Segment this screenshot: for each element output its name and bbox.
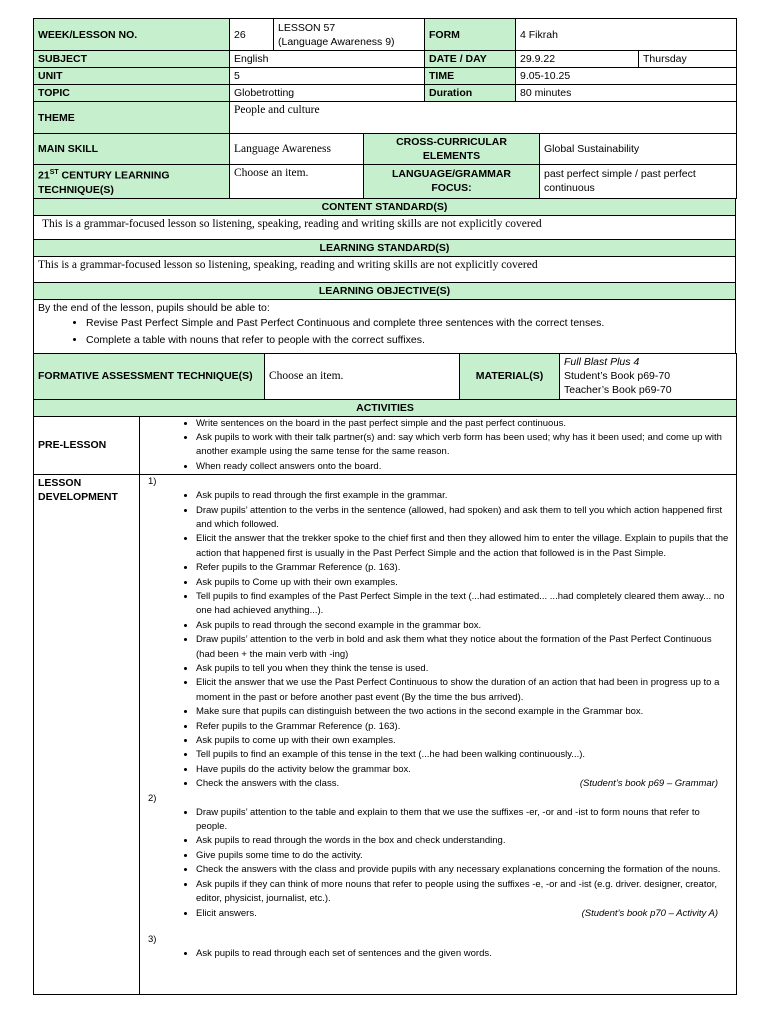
list-item: • Elicit answers. bbox=[196, 907, 732, 921]
list-item: • Draw pupils’ attention to the table and explain to them that we use the suffixes -er, -or and -ist to form nouns that refer to people. bbox=[196, 806, 732, 835]
learning-standard-heading: LEARNING STANDARD(S) bbox=[34, 239, 736, 256]
duration-label: Duration bbox=[425, 85, 516, 102]
learning-standard-text: This is a grammar-focused lesson so listening, speaking, reading and writing skills are not explicitly covered bbox=[34, 256, 736, 282]
objective-intro: By the end of the lesson, pupils should be able to: bbox=[38, 301, 270, 314]
list-item: • Refer pupils to the Grammar Reference (p. 163). bbox=[196, 720, 732, 734]
form-label: FORM bbox=[425, 19, 516, 51]
list-item: • Tell pupils to find examples of the Past Perfect Simple in the text (...had estimated... ...had completely cleared them away... no one had achieved anything...). bbox=[196, 590, 732, 619]
main-skill-value: Language Awareness bbox=[230, 134, 364, 165]
list-item: • Elicit the answer that we use the Past Perfect Continuous to show the duration of an action that had been in progress up to a moment in the past or before another past event (By the time the bus arrived). bbox=[196, 676, 732, 705]
pre-lesson-list bbox=[144, 417, 732, 475]
objective-list bbox=[38, 315, 731, 349]
learning-objective-body bbox=[34, 299, 736, 353]
unit-value: 5 bbox=[230, 68, 425, 85]
section-3-list bbox=[144, 947, 732, 961]
day-value: Thursday bbox=[639, 51, 737, 68]
topic-label: TOPIC bbox=[34, 85, 230, 102]
date-label: DATE / DAY bbox=[425, 51, 516, 68]
list-item: • Complete a table with nouns that refer to people with the correct suffixes. bbox=[86, 332, 731, 349]
theme-value: People and culture bbox=[230, 102, 737, 134]
lesson-title: LESSON 57 (Language Awareness 9) bbox=[274, 19, 425, 51]
subject-value: English bbox=[230, 51, 425, 68]
unit-label: UNIT bbox=[34, 68, 230, 85]
activities-table bbox=[33, 399, 737, 996]
list-item: • Ask pupils to tell you when they think the tense is used. bbox=[196, 662, 732, 676]
skills-table bbox=[33, 133, 737, 199]
list-item: • Check the answers with the class. bbox=[196, 777, 732, 791]
assessment-table bbox=[33, 353, 737, 400]
list-item: • Give pupils some time to do the activity. bbox=[196, 849, 732, 863]
lesson-plan bbox=[33, 18, 736, 995]
development-label: LESSON DEVELOPMENT bbox=[34, 475, 140, 995]
assessment-select[interactable]: Choose an item. bbox=[265, 353, 460, 399]
list-item: • When ready collect answers onto the board. bbox=[196, 460, 732, 474]
section-number: 1) bbox=[148, 476, 157, 488]
list-item: • Refer pupils to the Grammar Reference (p. 163). bbox=[196, 561, 732, 575]
list-item: • Check the answers with the class and provide pupils with any necessary explanations concerning the formation of the nouns. bbox=[196, 863, 732, 877]
section-number: 2) bbox=[148, 792, 157, 804]
date-value: 29.9.22 bbox=[516, 51, 639, 68]
list-item: • Write sentences on the board in the past perfect simple and the past perfect continuous. bbox=[196, 417, 732, 431]
lesson-header-table bbox=[33, 18, 737, 134]
section-2-list bbox=[144, 806, 732, 921]
topic-value: Globetrotting bbox=[230, 85, 425, 102]
time-value: 9.05-10.25 bbox=[516, 68, 737, 85]
list-item: • Ask pupils if they can think of more nouns that refer to people using the suffixes -e, -or and -ist (e.g. driver. designer, creator, editor, physicist, journalist, etc.). bbox=[196, 878, 732, 907]
list-item: • Tell pupils to find an example of this tense in the text (...he had been walking continuously...). bbox=[196, 748, 732, 762]
section-number: 3) bbox=[148, 933, 157, 945]
pre-lesson-body bbox=[140, 416, 737, 475]
list-item: • Make sure that pupils can distinguish between the two actions in the second example in the Grammar box. bbox=[196, 705, 732, 719]
subject-label: SUBJECT bbox=[34, 51, 230, 68]
list-item: • Have pupils do the activity below the grammar box. bbox=[196, 763, 732, 777]
century-technique-label: 21ST CENTURY LEARNING TECHNIQUE(S) bbox=[34, 165, 230, 199]
material-value: Full Blast Plus 4 Student’s Book p69-70 Teacher’s Book p69-70 bbox=[560, 353, 737, 399]
section-1-list bbox=[144, 489, 732, 792]
list-item: • Ask pupils to Come up with their own examples. bbox=[196, 576, 732, 590]
list-item: • Draw pupils’ attention to the verb in bold and ask them what they notice about the formation of the Past Perfect Continuous (had been + the main verb with -ing) bbox=[196, 633, 732, 662]
list-item: • Ask pupils to read through the words in the box and check understanding. bbox=[196, 834, 732, 848]
main-skill-label: MAIN SKILL bbox=[34, 134, 230, 165]
content-standard-heading: CONTENT STANDARD(S) bbox=[34, 198, 736, 215]
content-standard-text: This is a grammar-focused lesson so listening, speaking, reading and writing skills are not explicitly covered bbox=[34, 215, 736, 239]
century-technique-select[interactable]: Choose an item. bbox=[230, 165, 364, 199]
duration-value: 80 minutes bbox=[516, 85, 737, 102]
pre-lesson-label: PRE-LESSON bbox=[34, 416, 140, 475]
development-body bbox=[140, 475, 737, 995]
cross-curricular-label: CROSS-CURRICULAR ELEMENTS bbox=[364, 134, 540, 165]
list-item: • Ask pupils to read through the first example in the grammar. bbox=[196, 489, 732, 503]
section-1-reference: (Student’s book p69 – Grammar) bbox=[579, 778, 719, 790]
list-item: • Ask pupils to read through the second example in the grammar box. bbox=[196, 619, 732, 633]
cross-curricular-value: Global Sustainability bbox=[540, 134, 737, 165]
list-item: • Draw pupils’ attention to the verbs in the sentence (allowed, had spoken) and ask them to tell you which action happened first and which followed. bbox=[196, 504, 732, 533]
assessment-label: FORMATIVE ASSESSMENT TECHNIQUE(S) bbox=[34, 353, 265, 399]
list-item: • Revise Past Perfect Simple and Past Perfect Continuous and complete three sentences with the correct tenses. bbox=[86, 315, 731, 332]
theme-label: THEME bbox=[34, 102, 230, 134]
list-item: • Ask pupils to come up with their own examples. bbox=[196, 734, 732, 748]
material-label: MATERIAL(S) bbox=[460, 353, 560, 399]
activities-heading: ACTIVITIES bbox=[34, 399, 737, 416]
list-item: • Ask pupils to work with their talk partner(s) and: say which verb form has been used; why has it been used; and come up with another example using the same tense for the same reason. bbox=[196, 431, 732, 460]
week-value: 26 bbox=[230, 19, 274, 51]
form-value: 4 Fikrah bbox=[516, 19, 737, 51]
grammar-focus-value: past perfect simple / past perfect continuous bbox=[540, 165, 737, 199]
week-label: WEEK/LESSON NO. bbox=[34, 19, 230, 51]
standards-table bbox=[33, 198, 736, 354]
list-item: • Elicit the answer that the trekker spoke to the chief first and then they allowed him to enter the village. Explain to pupils that the action that happened first is usually in the Past Perfect Simple and the action that followed is in the Past Simple. bbox=[196, 532, 732, 561]
time-label: TIME bbox=[425, 68, 516, 85]
list-item: • Ask pupils to read through each set of sentences and the given words. bbox=[196, 947, 732, 961]
section-2-reference: (Student’s book p70 – Activity A) bbox=[581, 907, 719, 919]
grammar-focus-label: LANGUAGE/GRAMMAR FOCUS: bbox=[364, 165, 540, 199]
learning-objective-heading: LEARNING OBJECTIVE(S) bbox=[34, 282, 736, 299]
